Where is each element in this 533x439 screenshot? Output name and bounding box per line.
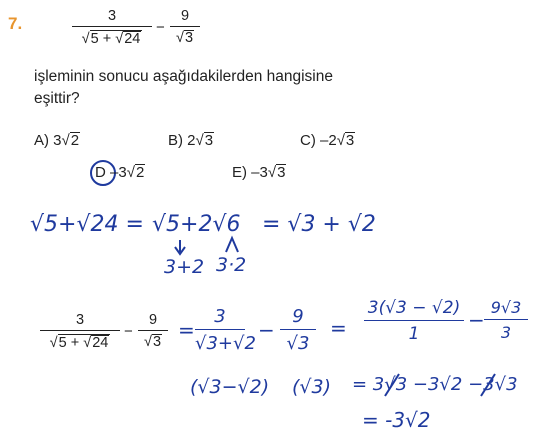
fraction-1-numerator: 3	[107, 8, 117, 24]
hw-final-answer: = -3√2	[362, 408, 431, 432]
hw-expand-line: = 3√3 −3√2 −3√3	[352, 374, 518, 395]
repeat-fraction-1-denominator: √5 + √24	[49, 335, 109, 351]
option-a-label: A) 3	[34, 132, 62, 149]
option-c-root: 3	[345, 132, 355, 149]
option-c-label: C) –2	[300, 132, 337, 149]
option-d-root: 2	[135, 164, 145, 181]
hw-rhs-fraction-1-num: 3(√3 − √2)	[367, 298, 461, 318]
option-a[interactable]: A) 3√2	[34, 132, 80, 149]
option-b-root: 3	[204, 132, 214, 149]
repeat-den1-part-b: 24	[92, 335, 109, 351]
hw-step-fraction-1-den: √3+√2	[195, 333, 256, 354]
option-e[interactable]: E) –3√3	[232, 164, 286, 181]
stem-line-1: işleminin sonucu aşağıdakilerden hangisine	[34, 68, 333, 85]
question-number: 7.	[8, 14, 23, 33]
hw-rhs-fraction-1-den: 1	[408, 324, 420, 344]
option-e-label: E) –3	[232, 164, 268, 181]
hw-conjugate-note-2: (√3)	[292, 376, 332, 398]
hw-conjugate-note-1: (√3−√2)	[190, 376, 270, 398]
hw-line1-mid: √5+2√6	[152, 212, 241, 237]
fraction-2-numerator: 9	[180, 8, 190, 24]
den1-part-a: 5 +	[90, 31, 116, 47]
hw-step-fraction-2-num: 9	[292, 306, 304, 327]
den2-radicand: 3	[184, 30, 194, 46]
option-c[interactable]: C) –2√3	[300, 132, 355, 149]
hw-rhs-fraction-2-num: 9√3	[490, 298, 522, 317]
hw-line1-left: √5+√24 =	[30, 212, 144, 237]
fraction-1-denominator: √5 + √24	[81, 31, 141, 47]
hw-step-fraction-2-den: √3	[286, 333, 310, 354]
option-e-root: 3	[277, 164, 286, 181]
option-d-label: D	[95, 164, 106, 181]
option-a-root: 2	[70, 132, 80, 149]
hw-line1-right: = √3 + √2	[262, 212, 376, 237]
hw-rhs-fraction-2-den: 3	[500, 323, 512, 342]
den1-part-b: 24	[124, 31, 141, 47]
repeat-den2-radicand: 3	[152, 334, 162, 350]
hw-sum-note: 3+2	[164, 256, 205, 278]
repeat-fraction-2-numerator: 9	[148, 312, 158, 328]
option-b[interactable]: B) 2√3	[168, 132, 214, 149]
option-d-value: –3	[105, 164, 127, 181]
hw-rhs-minus: −	[468, 308, 485, 332]
repeat-minus: −	[124, 323, 133, 340]
hw-prod-note: 3·2	[216, 254, 247, 276]
fraction-2-denominator: √3	[175, 30, 194, 46]
hw-step-fraction-1-num: 3	[214, 306, 226, 327]
repeat-den1-part-a: 5 +	[58, 335, 84, 351]
option-d[interactable]: D –3√2	[95, 164, 145, 181]
option-b-label: B) 2	[168, 132, 196, 149]
repeat-fraction-2-denominator: √3	[143, 334, 162, 350]
stem-line-2: eşittir?	[34, 90, 80, 107]
hw-equals-1: =	[178, 318, 195, 342]
hw-step-equals: =	[330, 316, 347, 340]
repeat-fraction-1-numerator: 3	[75, 312, 85, 328]
hw-step-minus: −	[258, 318, 275, 342]
expression-minus: −	[156, 19, 165, 36]
